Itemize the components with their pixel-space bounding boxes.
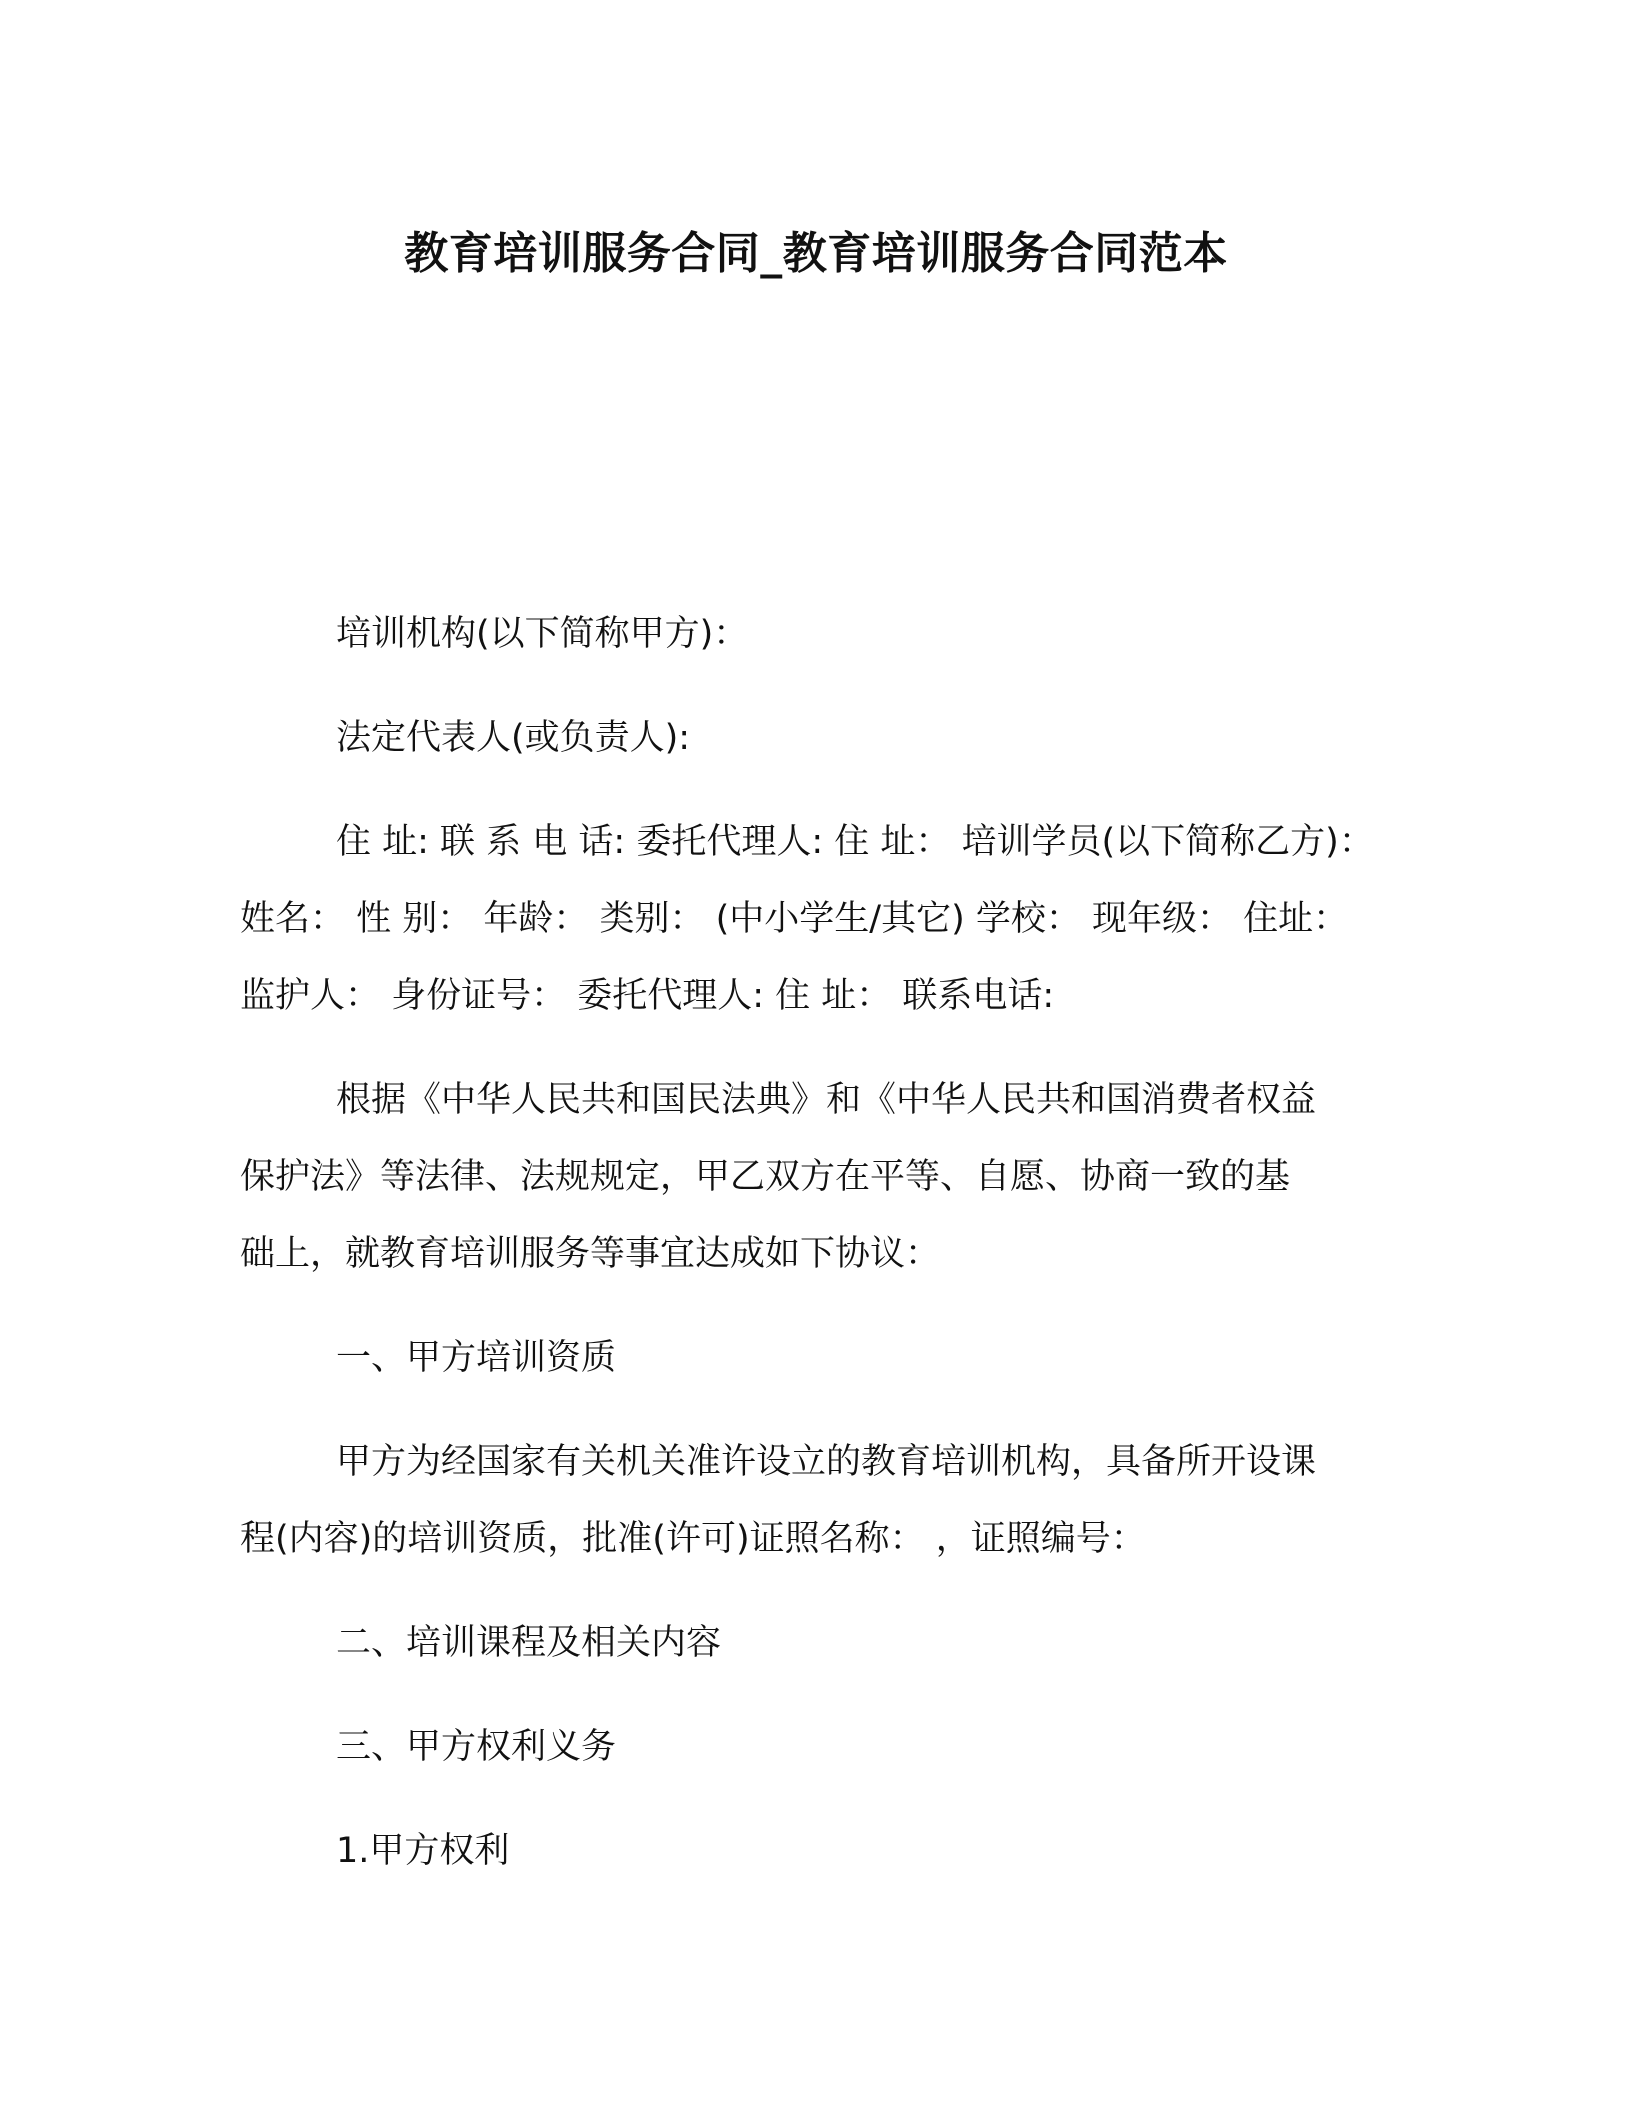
section-3-heading: 三、甲方权利义务	[336, 1727, 617, 1767]
section-2-heading: 二、培训课程及相关内容	[336, 1623, 722, 1663]
party-info-block	[240, 804, 1380, 1035]
preamble-paragraph	[240, 1062, 1380, 1293]
legal-rep-label: 法定代表人(或负责人):	[336, 718, 691, 758]
party-info-line: 监护人： 身份证号： 委托代理人: 住 址： 联系电话:	[240, 976, 1055, 1016]
party-info-line: 姓名： 性 别： 年龄： 类别： (中小学生/其它) 学校： 现年级： 住址：	[240, 899, 1349, 939]
section-1-heading: 一、甲方培训资质	[336, 1338, 617, 1378]
section-1-line: 程(内容)的培训资质，批准(许可)证照名称： ，证照编号：	[240, 1519, 1146, 1559]
institution-label: 培训机构(以下简称甲方)：	[336, 614, 749, 654]
page-title: 教育培训服务合同_教育培训服务合同范本	[404, 228, 1228, 279]
section-3-subheading: 1.甲方权利	[336, 1831, 510, 1871]
preamble-line: 根据《中华人民共和国民法典》和《中华人民共和国消费者权益	[336, 1080, 1317, 1120]
section-1-line: 甲方为经国家有关机关准许设立的教育培训机构，具备所开设课	[336, 1442, 1317, 1482]
section-1-paragraph	[240, 1424, 1380, 1578]
preamble-line: 保护法》等法律、法规规定，甲乙双方在平等、自愿、协商一致的基	[240, 1157, 1291, 1197]
document-body	[240, 596, 1380, 1917]
party-info-line: 住 址: 联 系 电 话: 委托代理人: 住 址： 培训学员(以下简称乙方)：	[336, 822, 1374, 862]
preamble-line: 础上，就教育培训服务等事宜达成如下协议：	[240, 1234, 941, 1274]
